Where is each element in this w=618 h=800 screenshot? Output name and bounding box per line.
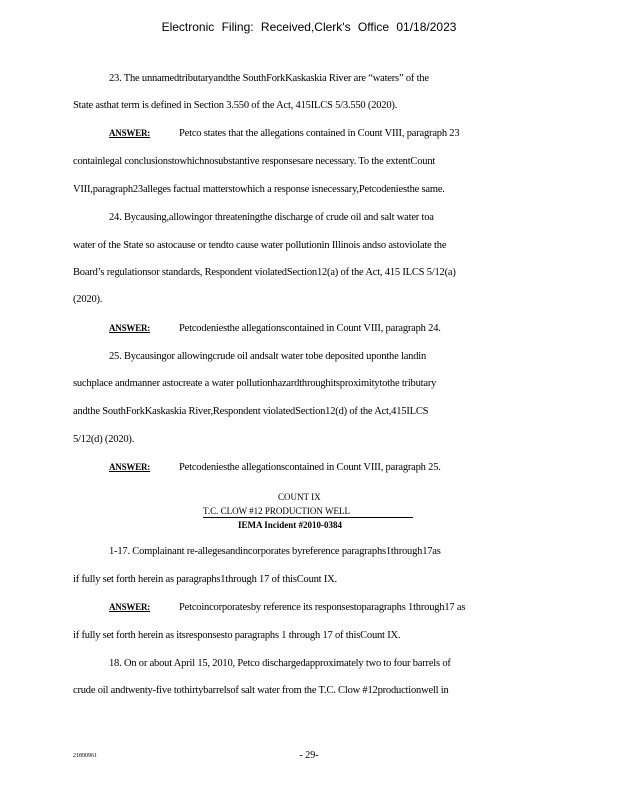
para-1-17-line-1: 1-17. Complainant re-allegesandincorporates byreference paragraphs1through17as xyxy=(109,546,441,557)
answer-label: ANSWER: xyxy=(109,462,151,472)
answer-23-text: Petco states that the allegations contained in Count VIII, paragraph 23 xyxy=(179,128,460,139)
answer-1-17-line-2: if fully set forth herein as itsresponsesto paragraphs 1 through 17 of thisCount IX. xyxy=(73,630,401,641)
answer-25-text: Petcodeniesthe allegationscontained in Count VIII, paragraph 25. xyxy=(179,462,441,473)
para-24-line-1: 24. Bycausing,allowingor threateningthe discharge of crude oil and salt water toa xyxy=(109,212,434,223)
para-25-line-3: andthe SouthForkKaskaskia River,Respondent violatedSection12(d) of the Act,415ILCS xyxy=(73,406,429,417)
para-18-line-2: crude oil andtwenty-five tothirtybarrelsof salt water from the T.C. Clow #12productionwell in xyxy=(73,685,449,696)
para-1-17-line-2: if fully set forth herein as paragraphs1through 17 of thisCount IX. xyxy=(73,574,337,585)
well-heading: T.C. CLOW #12 PRODUCTION WELL xyxy=(203,506,350,516)
para-24-line-4: (2020). xyxy=(73,294,103,305)
answer-label: ANSWER: xyxy=(109,323,151,333)
para-18-line-1: 18. On or about April 15, 2010, Petco dischargedapproximately two to four barrels of xyxy=(109,658,451,669)
para-23-line-2: State asthat term is defined in Section 3.550 of the Act, 415ILCS 5/3.550 (2020). xyxy=(73,100,398,111)
answer-23-line-3: VIII,paragraph23alleges factual matterstowhich a response isnecessary,Petcodeniesthe same. xyxy=(73,184,445,195)
para-23-line-1: 23. The unnamedtributaryandthe SouthForkKaskaskia River are “waters” of the xyxy=(109,73,429,84)
page-number: - 29- xyxy=(299,750,319,761)
answer-1-17-line-1 xyxy=(109,602,465,613)
answer-label: ANSWER: xyxy=(109,128,151,138)
para-24-line-2: water of the State so astocause or tendto cause water pollutionin Illinois andso astoviolate the xyxy=(73,240,447,251)
answer-24-text: Petcodeniesthe allegationscontained in Count VIII, paragraph 24. xyxy=(179,323,441,334)
answer-label: ANSWER: xyxy=(109,602,151,612)
incident-heading: IEMA Incident #2010-0384 xyxy=(238,520,343,530)
answer-1-17-text: Petcoincorporatesby reference its responsestoparagraphs 1through17 as xyxy=(179,602,466,613)
para-25-line-1: 25. Bycausingor allowingcrude oil andsalt water tobe deposited uponthe landin xyxy=(109,351,427,362)
heading-rule xyxy=(203,517,413,518)
answer-24-line xyxy=(109,323,441,334)
answer-23-line-2: containlegal conclusionstowhichnosubstantive responsesare necessary. To the extentCount xyxy=(73,156,436,167)
count-heading: COUNT IX xyxy=(278,492,321,502)
document-id: 21890961 xyxy=(73,753,97,759)
answer-25-line xyxy=(109,462,441,473)
filing-header: Electronic Filing: Received,Clerk's Office 01/18/2023 xyxy=(161,20,457,34)
para-25-line-2: suchplace andmanner astocreate a water pollutionhazardthroughitsproximitytothe tributary xyxy=(73,378,437,389)
para-24-line-3: Board’s regulationsor standards, Respondent violatedSection12(a) of the Act, 415 ILCS 5/12(a) xyxy=(73,267,456,278)
answer-23-line-1 xyxy=(109,128,459,139)
para-25-line-4: 5/12(d) (2020). xyxy=(73,434,135,445)
